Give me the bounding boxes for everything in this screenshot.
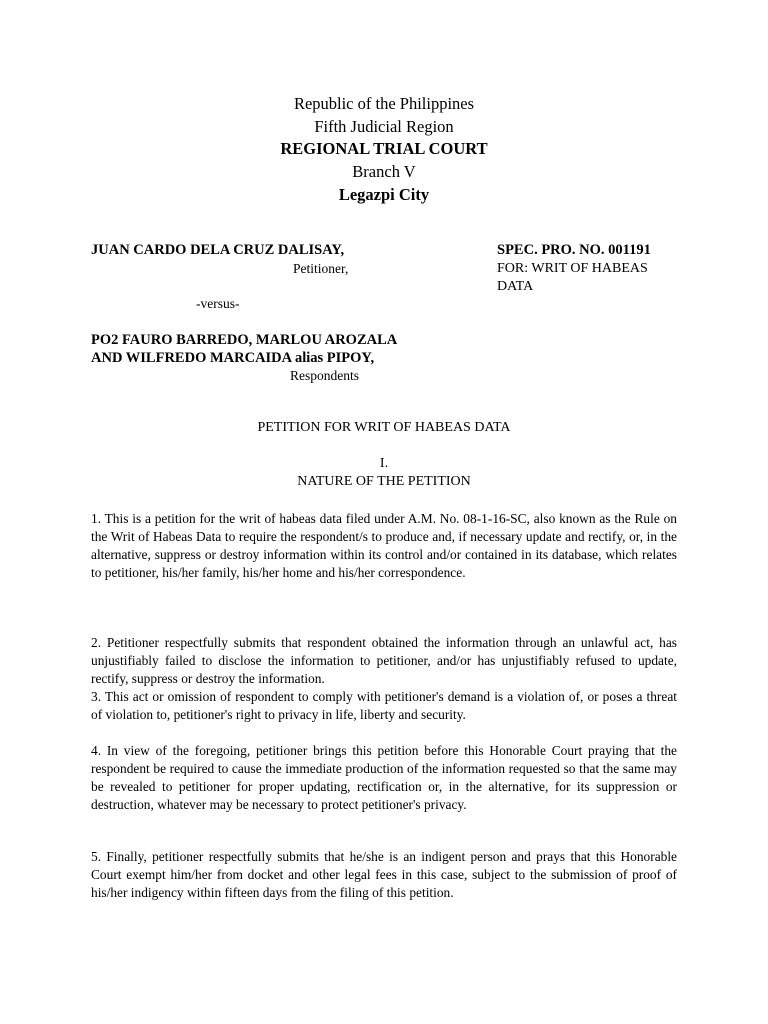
respondents-label: Respondents — [290, 368, 359, 383]
section-title: NATURE OF THE PETITION — [297, 474, 471, 489]
paragraph-2: 2. Petitioner respectfully submits that respondent obtained the information through an unlawful act, has unjustifiably failed to disclose the information to petitioner, and/or has unjustifiably refused to update, rectify, suppress or destroy the information. — [91, 635, 677, 686]
petitioner-name: JUAN CARDO DELA CRUZ DALISAY, — [91, 242, 345, 258]
case-for-line1: FOR: WRIT OF HABEAS — [497, 261, 648, 276]
header-court: REGIONAL TRIAL COURT — [280, 139, 488, 158]
respondents-line2: AND WILFREDO MARCAIDA alias PIPOY, — [91, 350, 375, 366]
paragraph-4: 4. In view of the foregoing, petitioner brings this petition before this Honorable Court praying that the respondent be required to cause the immediate production of the information requested so that the same may be revealed to petitioner for proper updating, rectification or, in the alternative, for its suppression or destruction, whatever may be necessary to protect petitioner's privacy. — [91, 743, 677, 812]
case-for-line2: DATA — [497, 279, 534, 294]
respondents-line1: PO2 FAURO BARREDO, MARLOU AROZALA — [91, 332, 398, 348]
paragraph-3: 3. This act or omission of respondent to comply with petitioner's demand is a violation of, or poses a threat of violation to, petitioner's right to privacy in life, liberty and security. — [91, 689, 677, 722]
paragraph-1: 1. This is a petition for the writ of habeas data filed under A.M. No. 08-1-16-SC, also known as the Rule on the Writ of Habeas Data to require the respondent/s to produce and, if necessary update and rectify, or, in the alternative, suppress or destroy information within its control and/or contained in its database, which relates to petitioner, his/her family, his/her home and his/her correspondence. — [91, 511, 677, 580]
petitioner-label: Petitioner, — [293, 261, 349, 276]
header-city: Legazpi City — [338, 185, 430, 204]
header-region: Fifth Judicial Region — [314, 117, 454, 136]
document-title: PETITION FOR WRIT OF HABEAS DATA — [257, 420, 511, 435]
case-number: SPEC. PRO. NO. 001191 — [497, 242, 651, 258]
paragraph-5: 5. Finally, petitioner respectfully submits that he/she is an indigent person and prays that this Honorable Court exempt him/her from docket and other legal fees in this case, subject to the submission of proof of his/her indigency within fifteen days from the filing of this petition. — [91, 849, 677, 900]
header-branch: Branch V — [352, 162, 416, 181]
section-number: I. — [379, 456, 389, 471]
header-republic: Republic of the Philippines — [293, 94, 475, 113]
versus-label: -versus- — [196, 296, 240, 311]
